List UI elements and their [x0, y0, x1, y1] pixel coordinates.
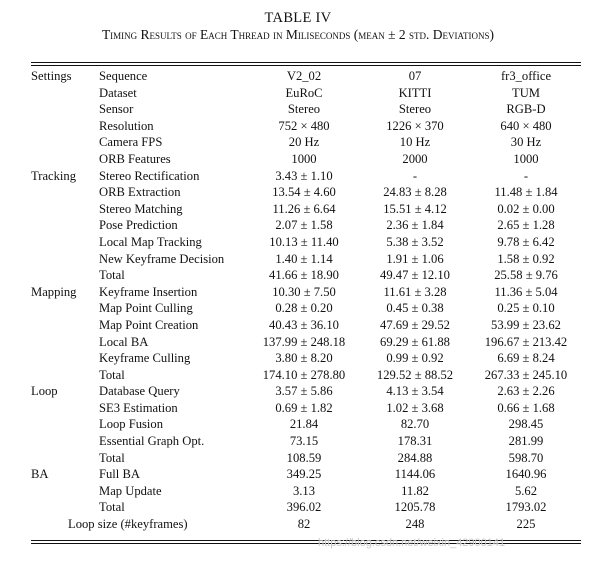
section-label	[31, 400, 99, 417]
value-kitti-07: 07	[408, 69, 422, 83]
loop-size-row	[31, 516, 581, 533]
section-label	[31, 350, 99, 367]
table-row	[31, 201, 581, 218]
section-label	[31, 101, 99, 118]
value-v2-02: EuRoC	[285, 85, 323, 100]
row-label: Map Point Culling	[99, 301, 193, 316]
table-title-pm: ±	[388, 27, 396, 42]
value-fr3-office: 2.65 ± 1.28	[497, 218, 555, 233]
row-label: Stereo Rectification	[99, 168, 200, 183]
value-fr3-office: 598.70	[508, 450, 544, 465]
value-kitti-07: 0.99 ± 0.92	[386, 351, 444, 366]
table-row	[31, 433, 581, 450]
value-v2-02: 21.84	[289, 417, 319, 432]
value-fr3-office: RGB-D	[506, 102, 546, 117]
row-label: Keyframe Insertion	[99, 284, 198, 299]
value-fr3-office: 11.48 ± 1.84	[494, 185, 558, 200]
value-kitti-07: KITTI	[398, 85, 432, 100]
value-kitti-07: 178.31	[397, 434, 433, 449]
value-kitti-07: 4.13 ± 3.54	[386, 384, 444, 399]
value-kitti-07: 1.91 ± 1.06	[386, 251, 444, 266]
value-kitti-07: 11.61 ± 3.28	[383, 284, 447, 299]
value-v2-02: 752 × 480	[278, 118, 330, 133]
value-fr3-office: 1793.02	[505, 500, 547, 515]
value-v2-02: 1.40 ± 1.14	[275, 251, 333, 266]
watermark-text: https://blog.csdn.net/weixin_42900141	[318, 537, 506, 549]
table-row	[31, 234, 581, 251]
section-label	[31, 251, 99, 268]
value-fr3-office: 30 Hz	[510, 135, 542, 150]
value-kitti-07: 82.70	[400, 417, 430, 432]
value-kitti-07: 49.47 ± 12.10	[380, 268, 450, 283]
value-fr3-office: 1.58 ± 0.92	[497, 251, 555, 266]
row-label: Keyframe Culling	[99, 351, 191, 366]
section-label	[31, 483, 99, 500]
table-row	[31, 350, 581, 367]
value-kitti-07: 69.29 ± 61.88	[380, 334, 450, 349]
value-v2-02: V2_02	[286, 69, 322, 83]
table-row	[31, 151, 581, 168]
value-v2-02: 41.66 ± 18.90	[269, 268, 339, 283]
value-v2-02: 3.57 ± 5.86	[275, 384, 333, 399]
value-fr3-office: 281.99	[508, 434, 544, 449]
value-kitti-07: 15.51 ± 4.12	[383, 201, 447, 216]
value-fr3-office: 9.78 ± 6.42	[497, 234, 555, 249]
section-label: Mapping	[31, 284, 77, 299]
value-v2-02: 20 Hz	[288, 135, 320, 150]
value-kitti-07: 1144.06	[394, 467, 436, 482]
loop-size-label-text: Loop size (#keyframes)	[68, 517, 188, 532]
table-row	[31, 101, 581, 118]
value-v2-02: 3.13	[292, 483, 316, 498]
timing-table	[31, 68, 581, 533]
loop-size-v2: 248	[405, 517, 425, 532]
row-label: Full BA	[99, 467, 140, 482]
section-label	[31, 300, 99, 317]
value-kitti-07: 10 Hz	[399, 135, 431, 150]
section-label	[31, 151, 99, 168]
value-fr3-office: 2.63 ± 2.26	[497, 384, 555, 399]
timing-table-body	[31, 68, 581, 533]
value-kitti-07: 11.82	[401, 483, 429, 498]
top-rule-2	[31, 65, 581, 66]
value-v2-02: 3.80 ± 8.20	[275, 351, 333, 366]
table-row	[31, 383, 581, 400]
row-label: Sensor	[99, 102, 134, 117]
section-label	[31, 433, 99, 450]
table-row	[31, 118, 581, 135]
table-row	[31, 68, 581, 85]
row-label: Local BA	[99, 334, 149, 349]
value-v2-02: 0.28 ± 0.20	[275, 301, 333, 316]
section-label	[31, 334, 99, 351]
value-fr3-office: 0.25 ± 0.10	[497, 301, 555, 316]
value-fr3-office: 1640.96	[505, 467, 547, 482]
section-label	[31, 184, 99, 201]
row-label: Map Point Creation	[99, 317, 199, 332]
section-label	[31, 416, 99, 433]
value-fr3-office: TUM	[512, 85, 540, 100]
value-fr3-office: 11.36 ± 5.04	[494, 284, 558, 299]
value-kitti-07: 1.02 ± 3.68	[386, 400, 444, 415]
table-title-suffix: 2 std. Deviations)	[398, 27, 495, 42]
table-row	[31, 168, 581, 185]
value-kitti-07: 24.83 ± 8.28	[383, 185, 447, 200]
section-label	[31, 118, 99, 135]
table-number: TABLE IV	[264, 10, 332, 26]
value-v2-02: 73.15	[289, 434, 319, 449]
row-label: Local Map Tracking	[99, 234, 202, 249]
value-fr3-office: 6.69 ± 8.24	[497, 351, 555, 366]
value-fr3-office: fr3_office	[500, 69, 552, 83]
table-title-prefix: Timing Results of Each Thread in Miliseconds (mean	[101, 27, 385, 42]
row-label: Total	[99, 450, 125, 465]
top-rule-1	[31, 62, 581, 63]
row-label: ORB Features	[99, 151, 171, 166]
row-label: Sequence	[99, 69, 148, 83]
section-label	[31, 317, 99, 334]
table-row	[31, 416, 581, 433]
row-label: New Keyframe Decision	[99, 251, 225, 266]
value-fr3-office: 196.67 ± 213.42	[484, 334, 568, 349]
row-label: ORB Extraction	[99, 185, 181, 200]
table-row	[31, 334, 581, 351]
row-label: SE3 Estimation	[99, 400, 178, 415]
loop-size-v1: 82	[297, 517, 311, 532]
section-label	[31, 201, 99, 218]
section-label: Loop	[31, 384, 58, 399]
loop-size-v3: 225	[516, 517, 536, 532]
table-row	[31, 85, 581, 102]
row-label: Dataset	[99, 85, 137, 100]
value-fr3-office: 53.99 ± 23.62	[491, 317, 561, 332]
value-fr3-office: 640 × 480	[500, 118, 552, 133]
section-label: BA	[31, 467, 49, 482]
value-kitti-07: Stereo	[398, 102, 432, 117]
section-label: Tracking	[31, 168, 77, 183]
table-row	[31, 317, 581, 334]
value-kitti-07: 47.69 ± 29.52	[380, 317, 450, 332]
row-label: Essential Graph Opt.	[99, 434, 205, 449]
value-kitti-07: 129.52 ± 88.52	[376, 367, 454, 382]
value-kitti-07: 2.36 ± 1.84	[386, 218, 444, 233]
value-kitti-07: 1226 × 370	[386, 118, 444, 133]
value-fr3-office: 0.02 ± 0.00	[497, 201, 555, 216]
value-v2-02: 40.43 ± 36.10	[269, 317, 339, 332]
row-label: Stereo Matching	[99, 201, 183, 216]
value-v2-02: Stereo	[287, 102, 321, 117]
value-v2-02: 1000	[291, 151, 317, 166]
value-fr3-office: 0.66 ± 1.68	[497, 400, 555, 415]
table-row	[31, 300, 581, 317]
value-v2-02: 396.02	[286, 500, 322, 515]
section-label	[31, 85, 99, 102]
section-label: Settings	[31, 69, 72, 83]
section-label	[31, 134, 99, 151]
value-fr3-office: 1000	[513, 151, 539, 166]
section-label	[31, 450, 99, 467]
value-kitti-07: 284.88	[397, 450, 433, 465]
value-kitti-07: 1205.78	[394, 500, 436, 515]
section-label	[31, 217, 99, 234]
value-kitti-07: 0.45 ± 0.38	[386, 301, 444, 316]
value-v2-02: 10.13 ± 11.40	[269, 234, 339, 249]
table-title	[0, 27, 596, 43]
value-kitti-07: 2000	[402, 151, 428, 166]
table-row	[31, 134, 581, 151]
value-v2-02: 174.10 ± 278.80	[262, 367, 346, 382]
table-row	[31, 184, 581, 201]
table-row	[31, 450, 581, 467]
table-row	[31, 483, 581, 500]
section-label	[31, 499, 99, 516]
section-label	[31, 367, 99, 384]
loop-size-label	[31, 516, 249, 533]
row-label: Total	[99, 268, 125, 283]
row-label: Loop Fusion	[99, 417, 164, 432]
row-label: Database Query	[99, 384, 180, 399]
value-v2-02: 0.69 ± 1.82	[275, 400, 333, 415]
section-label	[31, 234, 99, 251]
value-fr3-office: 267.33 ± 245.10	[484, 367, 568, 382]
table-row	[31, 267, 581, 284]
row-label: Camera FPS	[99, 135, 163, 150]
table-row	[31, 499, 581, 516]
table-row	[31, 251, 581, 268]
row-label: Pose Prediction	[99, 218, 178, 233]
table-row	[31, 400, 581, 417]
row-label: Map Update	[99, 483, 162, 498]
value-v2-02: 137.99 ± 248.18	[262, 334, 346, 349]
row-label: Resolution	[99, 118, 154, 133]
value-v2-02: 108.59	[286, 450, 322, 465]
table-row	[31, 284, 581, 301]
value-v2-02: 3.43 ± 1.10	[275, 168, 333, 183]
table-row	[31, 367, 581, 384]
value-v2-02: 2.07 ± 1.58	[275, 218, 333, 233]
table-row	[31, 466, 581, 483]
value-v2-02: 13.54 ± 4.60	[272, 185, 336, 200]
table-row	[31, 217, 581, 234]
value-fr3-office: -	[523, 168, 529, 183]
value-v2-02: 11.26 ± 6.64	[272, 201, 336, 216]
section-label	[31, 267, 99, 284]
value-v2-02: 349.25	[286, 467, 322, 482]
row-label: Total	[99, 367, 125, 382]
value-v2-02: 10.30 ± 7.50	[272, 284, 336, 299]
value-fr3-office: 5.62	[514, 483, 538, 498]
value-kitti-07: 5.38 ± 3.52	[386, 234, 444, 249]
value-fr3-office: 298.45	[508, 417, 544, 432]
value-fr3-office: 25.58 ± 9.76	[494, 268, 558, 283]
value-kitti-07: -	[412, 168, 418, 183]
row-label: Total	[99, 500, 125, 515]
